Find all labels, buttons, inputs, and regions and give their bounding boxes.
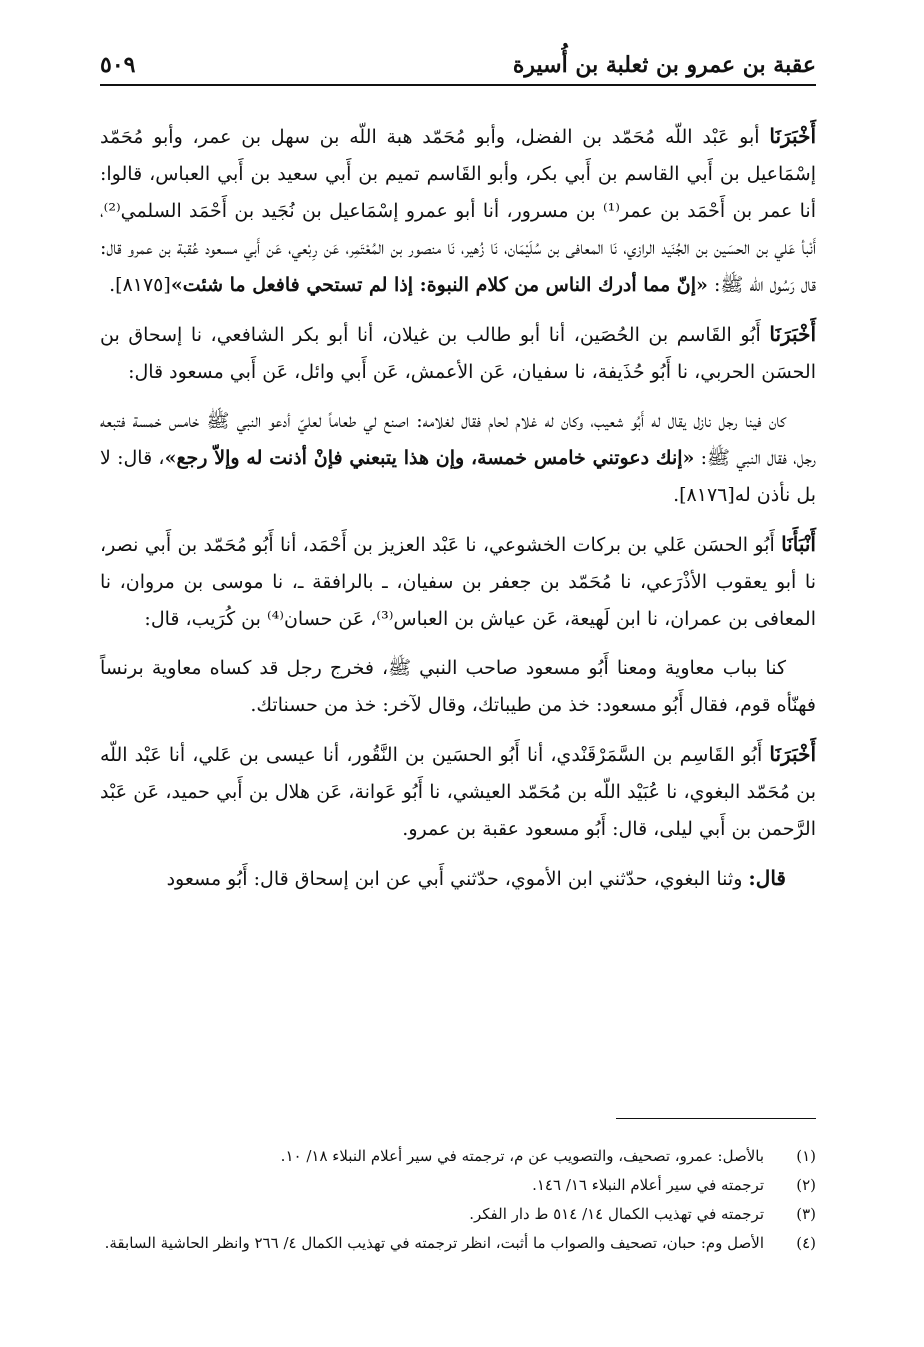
paragraph: أَنْبَأَنَا أَبُو الحسَن عَلي بن بركات الخشوعي، نا عَبْد العزيز بن أَحْمَد، أنا أَبُو مُحَمّد بن أَبي نصر، نا أبو يعقوب الأذْرَعي، نا مُحَمّد بن جعفر بن سفيان، ـ بالرافقة ـ، نا موسى بن مروان، نا المعافى بن عمران، نا ابن لَهيعة، عَن عياش بن العباس⁽³⁾، عَن حسان⁽⁴⁾ بن كُرَيب، قال: <box>100 532 816 630</box>
page-number: ٥٠٩ <box>100 52 136 78</box>
paragraph: أَخْبَرَنَا أَبُو القَاسم بن الحُصَين، أنا أبو طالب بن غيلان، أنا أبو بكر الشافعي، نا إسحاق بن الحسَن الحربي، نا أَبُو حُذَيفة، نا سفيان، عَن الأعمش، عَن أَبي وائل، عَن أَبي مسعود قال: <box>100 322 816 383</box>
footnote: (٤) الأصل وم: حبان، تصحيف والصواب ما أثبت، انظر ترجمته في تهذيب الكمال ٤/ ٢٦٦ وانظر الحاشية السابقة. <box>104 1234 816 1252</box>
running-header <box>100 52 816 86</box>
paragraph: كنا بباب معاوية ومعنا أَبُو مسعود صاحب النبي ﷺ، فخرج رجل قد كساه معاوية برنساً فهنّأه قوم، فقال أَبُو مسعود: خذ من طيباتك، وقال لآخر: خذ من حسناتك. <box>100 657 816 716</box>
running-title: عقبة بن عمرو بن ثعلبة بن أُسيرة <box>512 52 816 78</box>
footnote: (٣) ترجمته في تهذيب الكمال ١٤/ ٥١٤ ط دار الفكر. <box>469 1205 816 1223</box>
footnote: (١) بالأصل: عمرو، تصحيف، والتصويب عن م، ترجمته في سير أعلام النبلاء ١٨/ ١٠. <box>280 1147 816 1165</box>
paragraph: أَخْبَرَنَا أَبُو القَاسِم بن السَّمَرْقَنْدي، أنا أَبُو الحسَين بن النَّقُور، أنا عيسى بن عَلي، أنا عَبْد اللّه بن مُحَمّد البغوي، نا عُبَيْد اللّه بن مُحَمّد العيشي، نا أَبُو عَوانة، عَن هلال بن أَبي حميد، عَن عَبْد الرَّحمن بن أَبي ليلى، قال: أَبُو مسعود عقبة بن عمرو. <box>100 742 816 840</box>
paragraph: كان فينا رجل نازل يقال له أَبُو شعيب، وكان له غلام لحام فقال لغلامه: اصنع لي طعاماً لعليّ أدعو النبي ﷺ خامس خمسة فتبعه رجل، فقال النبي ﷺ: «إنك دعوتني خامس خمسة، وإن هذا يتبعني فإنْ أذنت له وإلاّ رجع»، قال: لا بل نأذن له[٨١٧٦]. <box>100 410 817 506</box>
footnotes <box>100 1142 816 1258</box>
main-text <box>100 118 816 910</box>
paragraph: قال: وثنا البغوي، حدّثني ابن الأموي، حدّثني أَبي عن ابن إسحاق قال: أَبُو مسعود <box>166 866 786 890</box>
footnote: (٢) ترجمته في سير أعلام النبلاء ١٦/ ١٤٦. <box>532 1176 816 1194</box>
paragraph: أَخْبَرَنَا أبو عَبْد اللّه مُحَمّد بن الفضل، وأبو مُحَمّد هبة اللّه بن سهل بن عمر، وأبو مُحَمّد إسْمَاعيل بن أَبي القاسم بن أَبي بكر، وأبو القَاسم تميم بن أَبي سعيد بن أَبي العباس، قالوا: أنا عمر بن أَحْمَد بن عمر⁽¹⁾ بن مسرور، أنا أبو عمرو إسْمَاعيل بن نُجَيد بن أَحْمَد السلمي⁽²⁾، أَنْبأ عَلي بن الحسَين بن الجُنَيد الرازي، نَا المعافى بن سُلَيْمَان، نَا زُهير، نَا منصور بن المُعْتَمِر، عَن رِبْعي، عَن أَبي مسعود عُقبة بن عمرو قال: قال رَسُول اللّه ﷺ: «إنّ مما أدرك الناس من كلام النبوة: إذا لم تستحي فافعل ما شئت»[٨١٧٥]. <box>100 124 816 296</box>
footnote-divider <box>616 1118 816 1119</box>
